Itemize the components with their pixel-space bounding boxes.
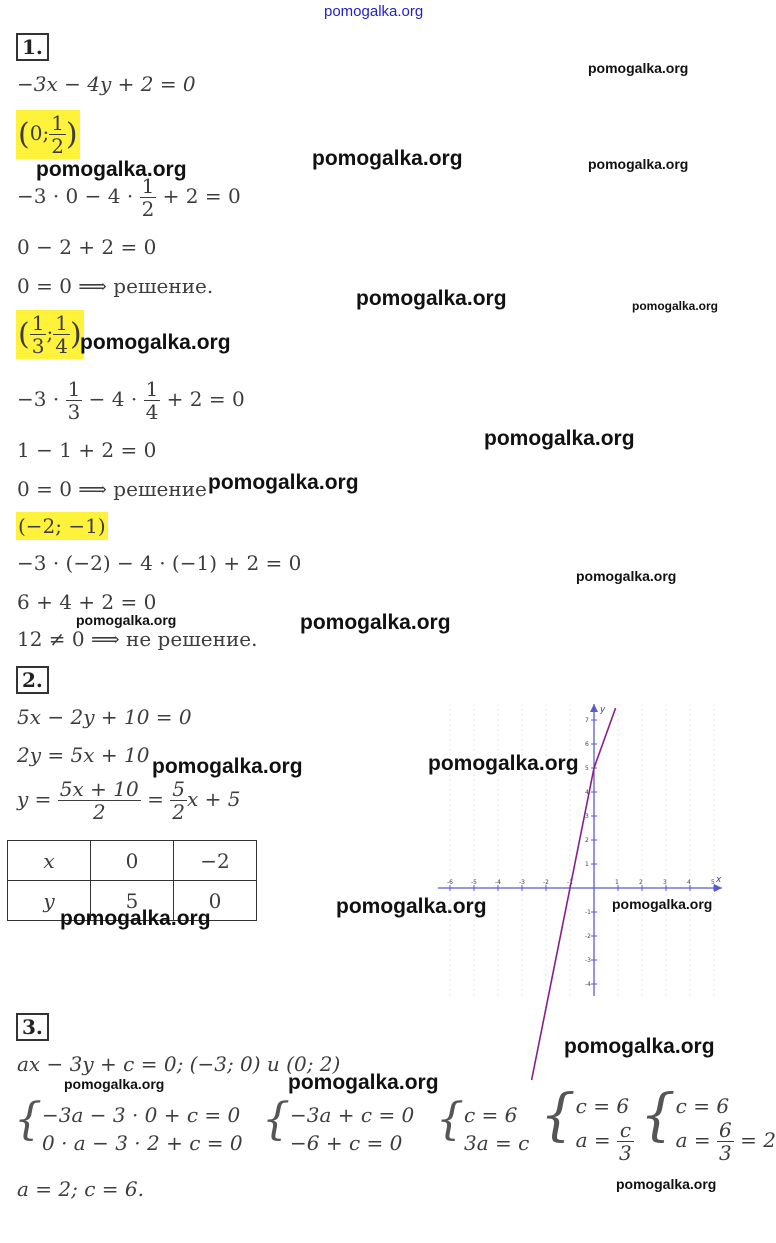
watermark: pomogalka.org — [428, 752, 579, 775]
watermark: pomogalka.org — [208, 471, 359, 494]
watermark: pomogalka.org — [612, 896, 713, 912]
x-tick-label: -5 — [471, 879, 477, 886]
point3-substitution: −3 · (−2) − 4 · (−1) + 2 = 0 — [17, 551, 302, 575]
point2: ( $\frac{1}{3}$ ; $\frac{1}{4}$ ) — [18, 311, 82, 358]
watermark: pomogalka.org — [356, 287, 507, 310]
y-tick-label: -2 — [585, 933, 591, 940]
y-tick-label: 4 — [585, 789, 589, 796]
x-tick-label: 1 — [615, 879, 619, 886]
y-axis-label: y — [600, 705, 606, 715]
system3: {c = 6 3a = c — [436, 1094, 530, 1155]
y-axis-arrow — [590, 704, 598, 712]
x-tick-label: -1 — [567, 879, 573, 886]
point1-result: 0 = 0 ⟹ решение. — [17, 274, 214, 298]
task2-eq3: y = $\frac{5x + 10}{2}$ = $\frac{5}{2}$ x + 5 — [17, 777, 241, 824]
watermark: pomogalka.org — [36, 158, 187, 181]
table-cell: 0 — [91, 841, 174, 881]
y-tick-label: 2 — [585, 837, 589, 844]
task3-number: 3. — [16, 1013, 49, 1041]
point3-step: 6 + 4 + 2 = 0 — [17, 590, 157, 614]
task2-eq1: 5x − 2y + 10 = 0 — [17, 705, 192, 729]
task3-answer: a = 2; c = 6. — [17, 1177, 144, 1201]
y-tick-label: 7 — [585, 717, 589, 724]
task1-equation: −3x − 4y + 2 = 0 — [17, 72, 196, 96]
x-axis-label: x — [716, 875, 722, 885]
watermark-top: pomogalka.org — [324, 3, 424, 20]
x-tick-label: 5 — [711, 879, 715, 886]
task3-statement: ax − 3y + c = 0; (−3; 0) и (0; 2) — [17, 1052, 341, 1076]
x-tick-label: 4 — [687, 879, 691, 886]
watermark: pomogalka.org — [632, 299, 719, 313]
task1-number: 1. — [16, 33, 49, 61]
y-tick-label: -3 — [585, 957, 591, 964]
point1-step: 0 − 2 + 2 = 0 — [17, 235, 157, 259]
y-tick-label: 5 — [585, 765, 589, 772]
x-tick-label: 3 — [663, 879, 667, 886]
system2: {−3a + c = 0 −6 + c = 0 — [262, 1094, 415, 1155]
task2-eq2: 2y = 5x + 10 — [17, 743, 150, 767]
watermark: pomogalka.org — [588, 60, 689, 76]
watermark: pomogalka.org — [76, 612, 177, 628]
table-row — [8, 841, 257, 881]
table-cell: −2 — [174, 841, 257, 881]
y-tick-label: 3 — [585, 813, 589, 820]
watermark: pomogalka.org — [564, 1035, 715, 1058]
point1-den: 2 — [51, 134, 64, 158]
watermark: pomogalka.org — [484, 427, 635, 450]
x-tick-label: 2 — [639, 879, 643, 886]
watermark: pomogalka.org — [588, 156, 689, 172]
watermark: pomogalka.org — [64, 1076, 165, 1092]
table-cell: 0 — [174, 881, 257, 921]
x-tick-label: -3 — [519, 879, 525, 886]
y-tick-label: -1 — [585, 909, 591, 916]
point2-substitution: −3 · $\frac{1}{3}$ − 4 · $\frac{1}{4}$ + 2 = 0 — [17, 377, 245, 424]
system5: {c = 6 a = $\frac{6}{3}$ = 2 — [640, 1083, 776, 1165]
x-tick-label: -4 — [495, 879, 501, 886]
watermark: pomogalka.org — [80, 331, 231, 354]
watermark: pomogalka.org — [152, 755, 303, 778]
point1-zero: 0; — [29, 121, 50, 145]
system4: {c = 6 a = $\frac{c}{3}$ — [540, 1083, 632, 1165]
point3: (−2; −1) — [18, 514, 106, 538]
watermark: pomogalka.org — [336, 895, 487, 918]
table-cell: 5 — [91, 881, 174, 921]
x-axis-arrow — [714, 884, 722, 892]
point2-step: 1 − 1 + 2 = 0 — [17, 438, 157, 462]
watermark: pomogalka.org — [576, 568, 677, 584]
point2-result: 0 = 0 ⟹ решение — [17, 477, 207, 501]
watermark: pomogalka.org — [312, 147, 463, 170]
x-tick-label: -6 — [447, 879, 453, 886]
watermark: pomogalka.org — [616, 1176, 717, 1192]
task2-number: 2. — [16, 666, 49, 694]
watermark: pomogalka.org — [300, 611, 451, 634]
point1: (0; $\frac{1}{2}$ ) — [18, 111, 78, 158]
y-tick-label: 1 — [585, 861, 589, 868]
table-cell: y — [8, 881, 91, 921]
watermark: pomogalka.org — [60, 907, 211, 930]
point3-result: 12 ≠ 0 ⟹ не решение. — [17, 627, 258, 651]
point1-num: 1 — [51, 111, 64, 135]
system1: {−3a − 3 · 0 + c = 0 0 · a − 3 · 2 + c = 0 — [14, 1094, 243, 1155]
line-graph — [436, 700, 726, 1000]
table-cell: x — [8, 841, 91, 881]
y-tick-label: -4 — [585, 981, 591, 988]
x-tick-label: -2 — [543, 879, 549, 886]
point1-substitution: −3 · 0 − 4 · $\frac{1}{2}$ + 2 = 0 — [17, 174, 241, 221]
y-tick-label: 6 — [585, 741, 589, 748]
watermark: pomogalka.org — [288, 1071, 439, 1094]
